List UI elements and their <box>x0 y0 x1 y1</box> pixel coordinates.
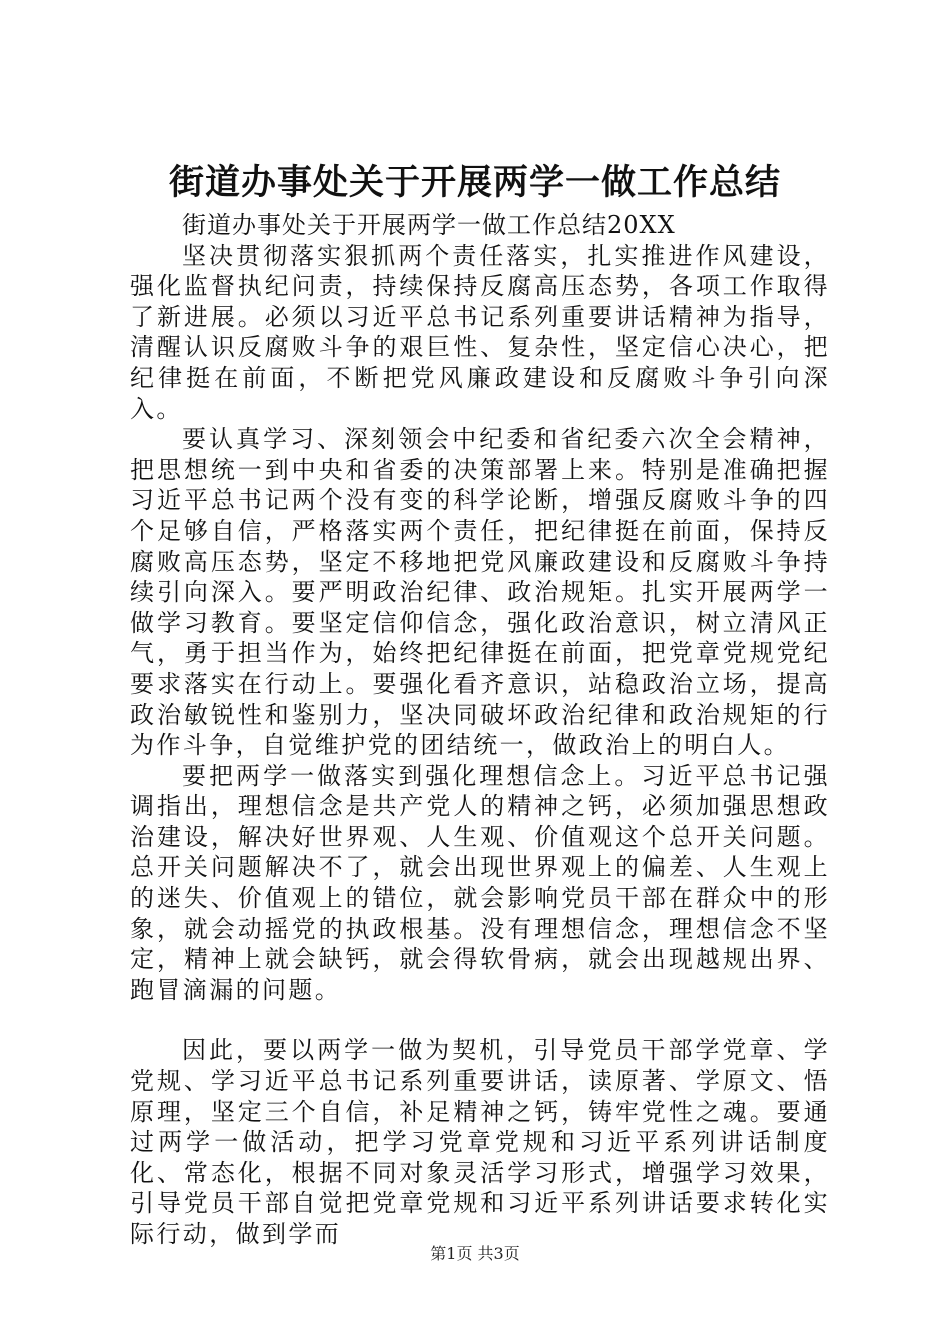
paragraph-1: 坚决贯彻落实狠抓两个责任落实，扎实推进作风建设，强化监督执纪问责，持续保持反腐高压态势，各项工作取得了新进展。必须以习近平总书记系列重要讲话精神为指导，清醒认识反腐败斗争的艰巨性、复杂性，坚定信心决心，把纪律挺在前面，不断把党风廉政建设和反腐败斗争引向深入。 <box>130 241 830 423</box>
paragraph-3: 要把两学一做落实到强化理想信念上。习近平总书记强调指出，理想信念是共产党人的精神之钙，必须加强思想政治建设，解决好世界观、人生观、价值观这个总开关问题。总开关问题解决不了，就会出现世界观上的偏差、人生观上的迷失、价值观上的错位，就会影响党员干部在群众中的形象，就会动摇党的执政根基。没有理想信念，理想信念不坚定，精神上就会缺钙，就会得软骨病，就会出现越规出界、跑冒滴漏的问题。 <box>130 761 830 1004</box>
document-subtitle: 街道办事处关于开展两学一做工作总结20XX <box>182 211 676 239</box>
paragraph-2: 要认真学习、深刻领会中纪委和省纪委六次全会精神，把思想统一到中央和省委的决策部署上来。特别是准确把握习近平总书记两个没有变的科学论断，增强反腐败斗争的四个足够自信，严格落实两个责任，把纪律挺在前面，保持反腐败高压态势，坚定不移地把党风廉政建设和反腐败斗争持续引向深入。要严明政治纪律、政治规矩。扎实开展两学一做学习教育。要坚定信仰信念，强化政治意识，树立清风正气，勇于担当作为，始终把纪律挺在前面，把党章党规党纪要求落实在行动上。要强化看齐意识，站稳政治立场，提高政治敏锐性和鉴别力，坚决同破坏政治纪律和政治规矩的行为作斗争，自觉维护党的团结统一，做政治上的明白人。 <box>130 425 830 760</box>
paragraph-4: 因此，要以两学一做为契机，引导党员干部学党章、学党规、学习近平总书记系列重要讲话，读原著、学原文、悟原理，坚定三个自信，补足精神之钙，铸牢党性之魂。要通过两学一做活动，把学习党章党规和习近平系列讲话制度化、常态化，根据不同对象灵活学习形式，增强学习效果，引导党员干部自觉把党章党规和习近平系列讲话要求转化实际行动，做到学而 <box>130 1036 830 1248</box>
page-number-footer: 第1页 共3页 <box>430 1244 520 1263</box>
document-title: 街道办事处关于开展两学一做工作总结 <box>168 162 781 203</box>
document-body <box>130 210 830 1250</box>
